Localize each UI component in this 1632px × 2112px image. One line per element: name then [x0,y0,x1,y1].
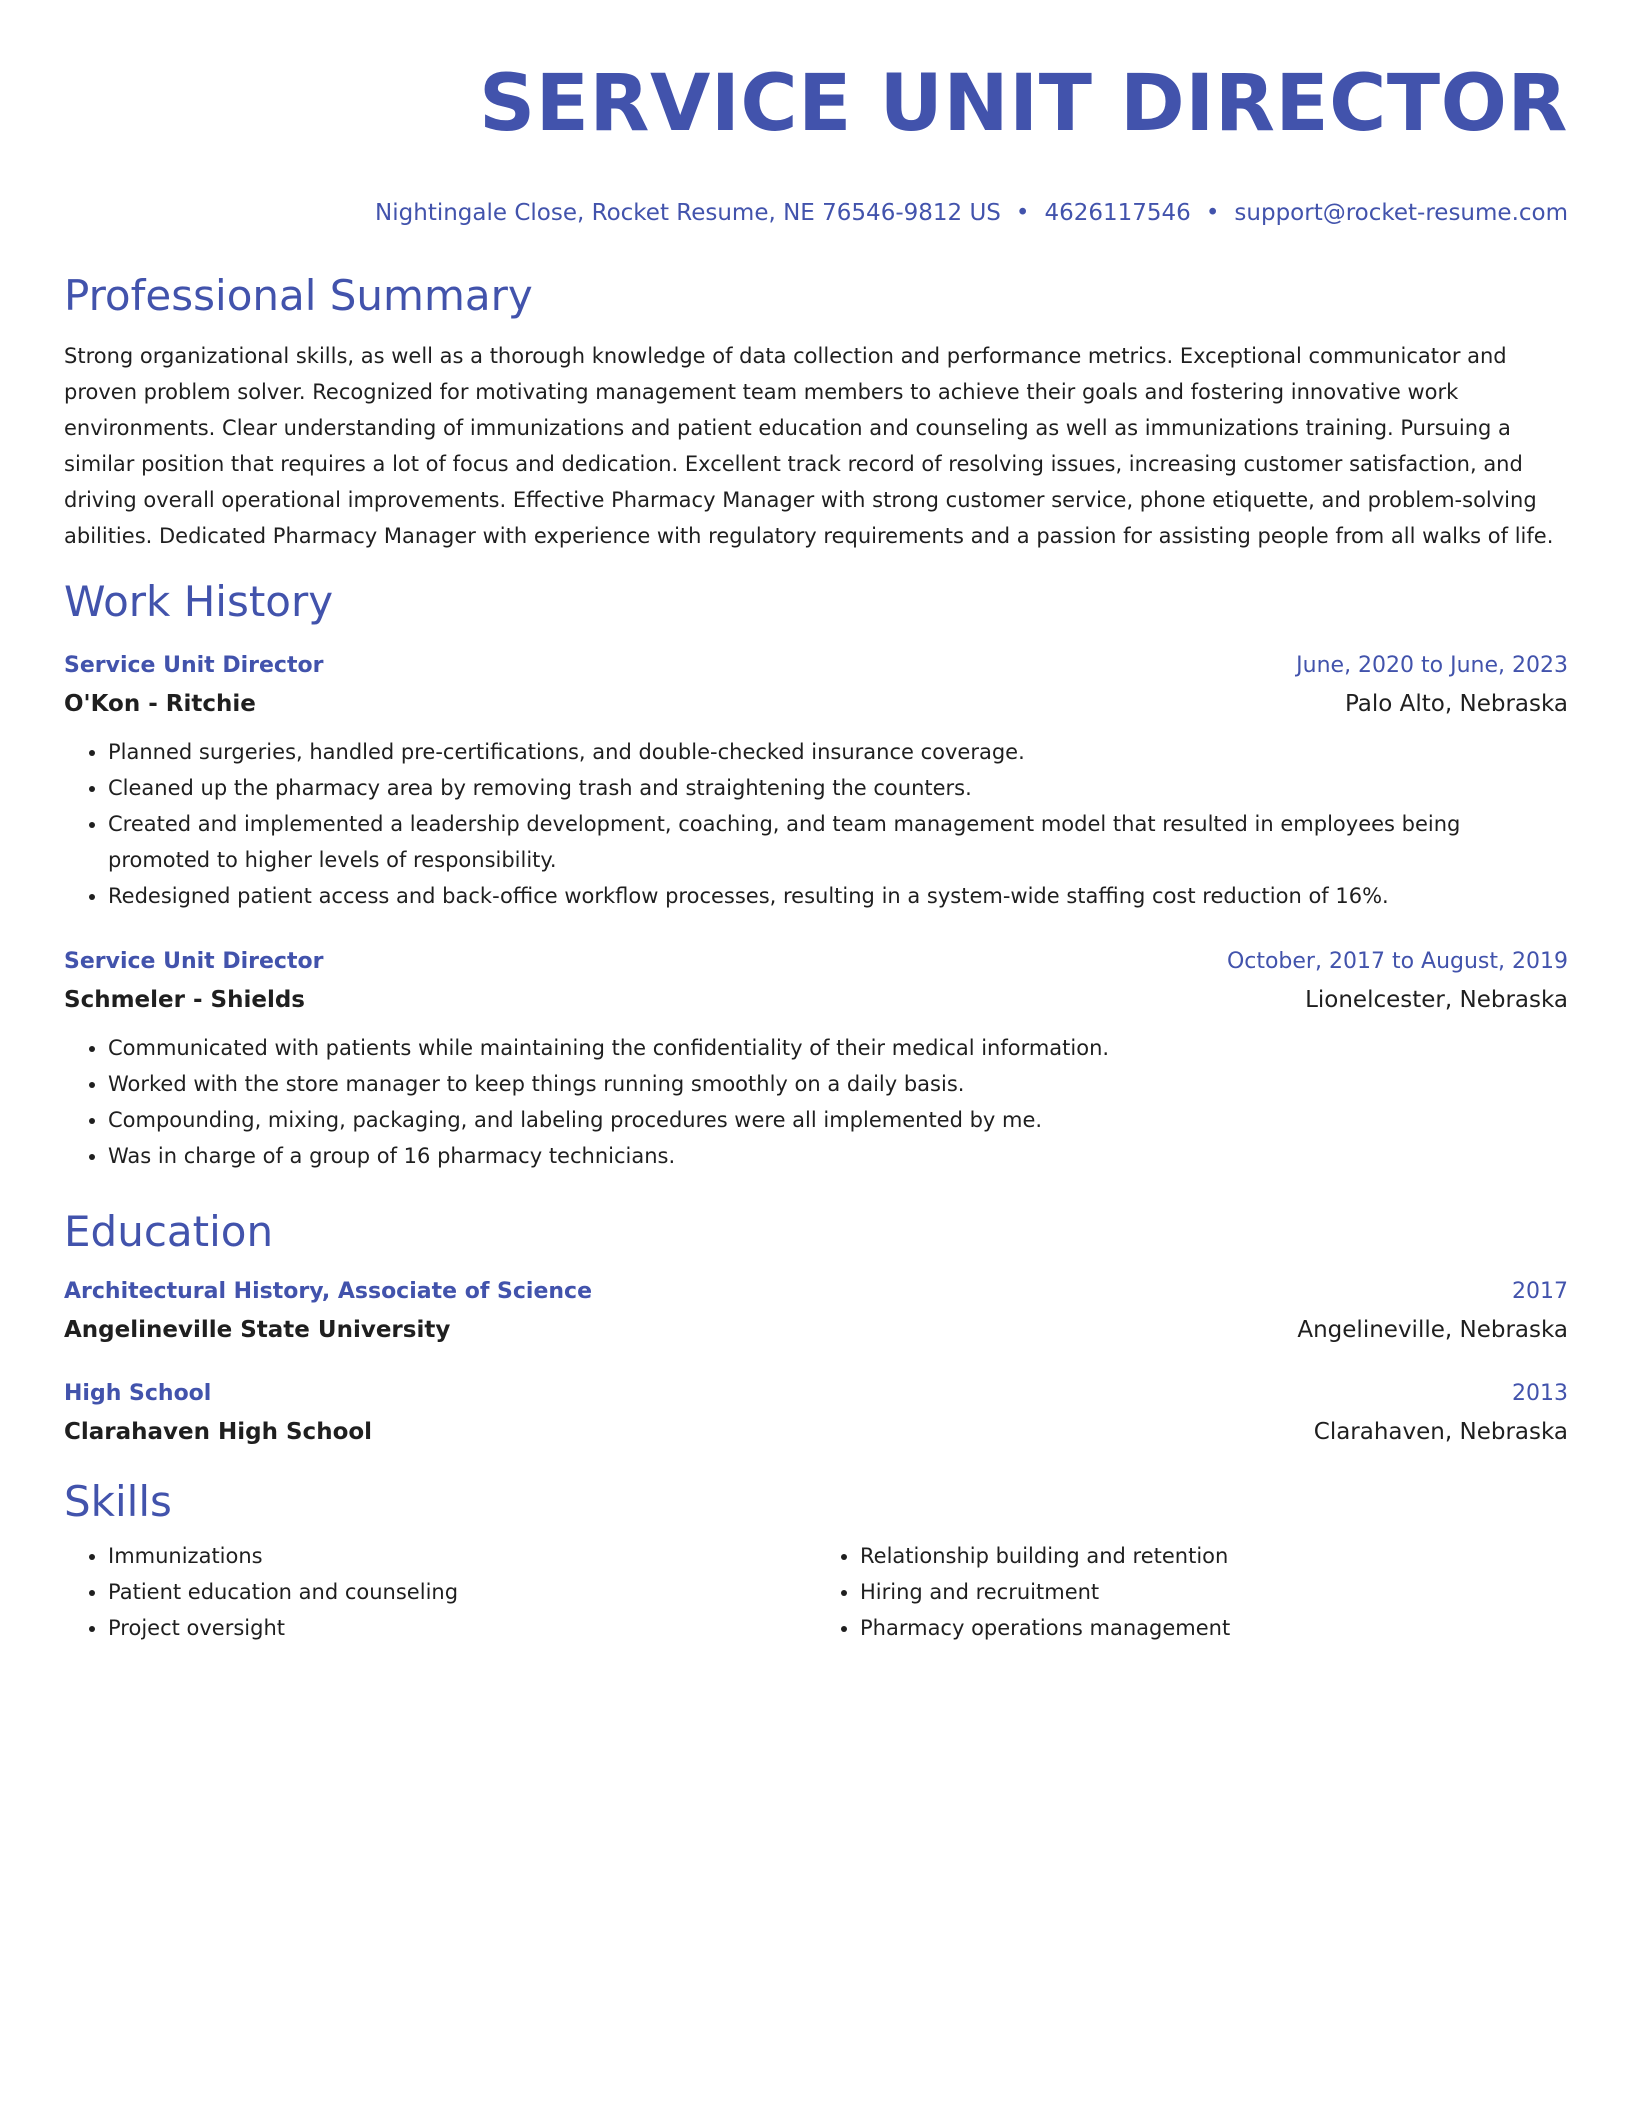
education-location: Angelineville, Nebraska [1297,1317,1568,1343]
education-school: Angelineville State University [64,1317,451,1343]
job-bullet: • Redesigned patient access and back-office workflow processes, resulting in a system-wide staffing cost reduction of 16%. [108,878,1568,914]
job-location: Lionelcester, Nebraska [1305,987,1568,1013]
contact-email[interactable]: support@rocket-resume.com [1234,200,1568,226]
education-degree: Architectural History, Associate of Science [64,1279,593,1304]
job-location: Palo Alto, Nebraska [1344,691,1568,717]
section-title-work-history: Work History [64,577,334,626]
job-entry [64,648,1568,914]
job-dates: June, 2020 to June, 2023 [1296,653,1568,678]
section-title-summary: Professional Summary [64,271,533,320]
job-bullet: • Compounding, mixing, packaging, and labeling procedures were all implemented by me. [108,1102,1568,1138]
education-degree: High School [64,1381,212,1406]
job-bullets [64,1030,1568,1174]
job-bullet: • Worked with the store manager to keep things running smoothly on a daily basis. [108,1066,1568,1102]
candidate-name: SERVICE UNIT DIRECTOR [478,59,1568,149]
job-role: Service Unit Director [64,949,324,974]
education-year: 2013 [1512,1381,1568,1406]
education-entry [64,1274,1568,1350]
contact-line [64,198,1568,228]
job-role: Service Unit Director [64,653,324,678]
contact-separator: • [1205,200,1220,226]
skills-list-left [64,1538,816,1646]
education-year: 2017 [1512,1279,1568,1304]
job-bullet: • Planned surgeries, handled pre-certifications, and double-checked insurance coverage. [108,734,1568,770]
skills-section [64,1474,1568,1646]
education-entry [64,1376,1568,1452]
job-company: O'Kon - Ritchie [64,691,256,717]
section-title-education: Education [64,1207,274,1256]
contact-phone: 4626117546 [1044,200,1191,226]
summary-text: Strong organizational skills, as well as a thorough knowledge of data collection and performance metrics. Exceptional communicator and proven problem solver. Recognized for motivating management team members to achieve their goals and fostering innovative work environments. Clear understanding of immunizations and patient education and counseling as well as immunizations training. Pursuing a similar position that requires a lot of focus and dedication. Excellent track record of resolving issues, increasing customer satisfaction, and driving overall operational improvements. Effective Pharmacy Manager with strong customer service, phone etiquette, and problem-solving abilities. Dedicated Pharmacy Manager with experience with regulatory requirements and a passion for assisting people from all walks of life. [64,344,1554,548]
skill-item: • Immunizations [108,1538,816,1574]
job-company: Schmeler - Shields [64,987,305,1013]
job-entry [64,944,1568,1174]
section-title-skills: Skills [64,1477,172,1526]
job-dates: October, 2017 to August, 2019 [1226,949,1568,974]
job-bullet: • Created and implemented a leadership development, coaching, and team management model that resulted in employees being promoted to higher levels of responsibility. [108,806,1568,878]
job-bullet: • Communicated with patients while maintaining the confidentiality of their medical information. [108,1030,1568,1066]
skills-list-right [816,1538,1568,1646]
work-history-section [64,574,1568,1174]
education-school: Clarahaven High School [64,1419,373,1445]
skill-item: • Patient education and counseling [108,1574,816,1610]
contact-address: Nightingale Close, Rocket Resume, NE 76546-9812 US [375,200,1001,226]
skills-grid [64,1538,1568,1646]
summary-section [64,268,1568,554]
contact-separator: • [1015,200,1030,226]
job-bullet: • Was in charge of a group of 16 pharmacy technicians. [108,1138,1568,1174]
skill-item: • Pharmacy operations management [860,1610,1568,1646]
job-bullet: • Cleaned up the pharmacy area by removing trash and straightening the counters. [108,770,1568,806]
skill-item: • Hiring and recruitment [860,1574,1568,1610]
skill-item: • Project oversight [108,1610,816,1646]
job-bullets [64,734,1568,914]
skill-item: • Relationship building and retention [860,1538,1568,1574]
education-section [64,1204,1568,1452]
education-location: Clarahaven, Nebraska [1313,1419,1568,1445]
